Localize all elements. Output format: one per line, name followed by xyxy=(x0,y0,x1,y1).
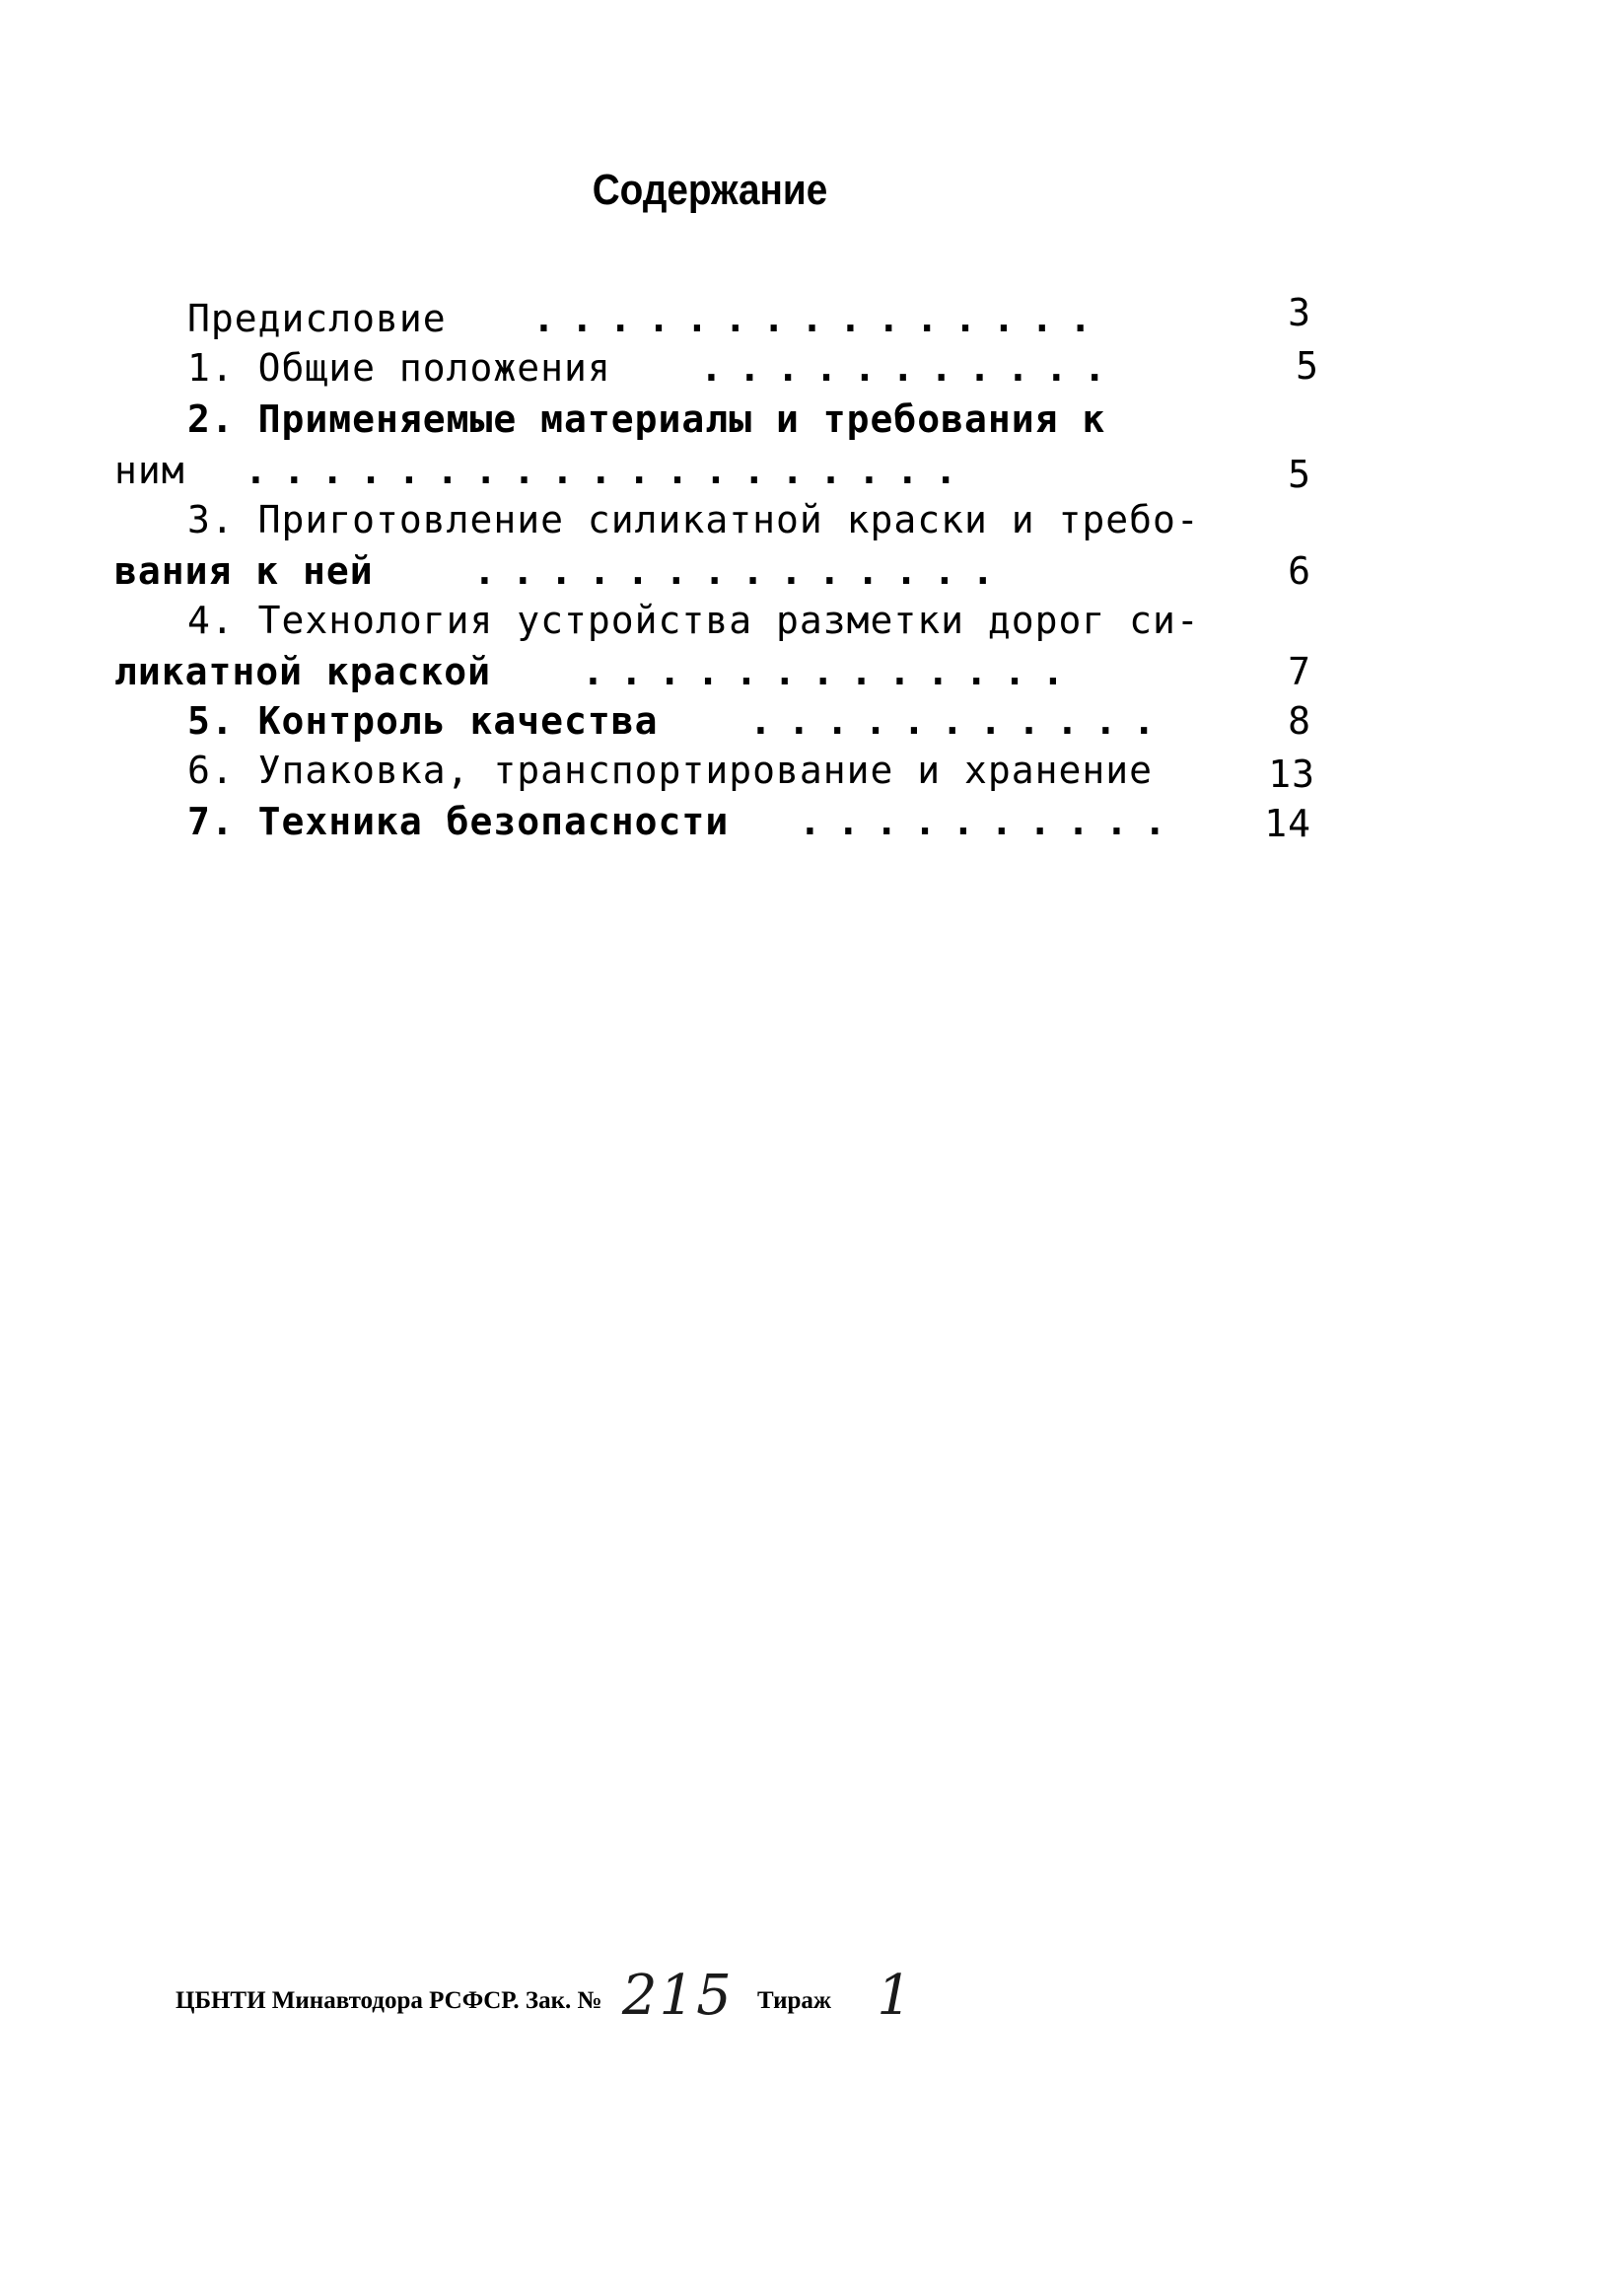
handwritten-circulation: 1 xyxy=(877,1964,912,2028)
toc-page-number: 7 xyxy=(1288,650,1311,693)
imprint-publisher: ЦБНТИ Минавтодора РСФСР. Зак. № xyxy=(176,1987,602,2014)
toc-leader-dots: ............... xyxy=(532,297,1108,340)
toc-entry-2: 2. Применяемые материалы и требования к xyxy=(187,397,1106,441)
table-of-contents xyxy=(0,0,1621,888)
toc-entry-2-cont: ним xyxy=(114,449,185,492)
toc-leader-dots: ........... xyxy=(749,699,1171,743)
toc-page-number: 3 xyxy=(1288,291,1311,334)
page-title: Содержание xyxy=(592,166,828,214)
toc-leader-dots: .............. xyxy=(473,549,1011,593)
toc-leader-dots: .......... xyxy=(799,800,1182,843)
toc-entry-5: 5. Контроль качества xyxy=(187,699,659,743)
toc-page-number: 13 xyxy=(1268,753,1315,796)
toc-entry-3: 3. Приготовление силикатной краски и требо- xyxy=(187,498,1200,541)
toc-entry-6: 6. Упаковка, транспортирование и хранение xyxy=(187,749,1153,792)
toc-entry-preface: Предисловие xyxy=(187,297,447,340)
toc-entry-4-cont: ликатной краской xyxy=(114,650,492,693)
toc-page-number: 5 xyxy=(1288,453,1311,496)
publisher-imprint xyxy=(176,1958,912,2028)
toc-entry-4: 4. Технология устройства разметки дорог си- xyxy=(187,599,1200,642)
toc-page-number: 5 xyxy=(1296,344,1319,388)
toc-entry-1: 1. Общие положения xyxy=(187,346,611,390)
toc-leader-dots: ................... xyxy=(245,449,973,492)
imprint-circulation-label: Тираж xyxy=(757,1987,832,2014)
toc-entry-3-cont: вания к ней xyxy=(114,549,374,593)
toc-page-number: 6 xyxy=(1288,549,1311,593)
toc-leader-dots: ........... xyxy=(700,346,1122,390)
handwritten-order-number: 215 xyxy=(621,1964,734,2028)
toc-page-number: 8 xyxy=(1288,699,1311,743)
toc-leader-dots: ............. xyxy=(582,650,1081,693)
toc-entry-7: 7. Техника безопасности xyxy=(187,800,730,843)
toc-page-number: 14 xyxy=(1264,802,1311,845)
